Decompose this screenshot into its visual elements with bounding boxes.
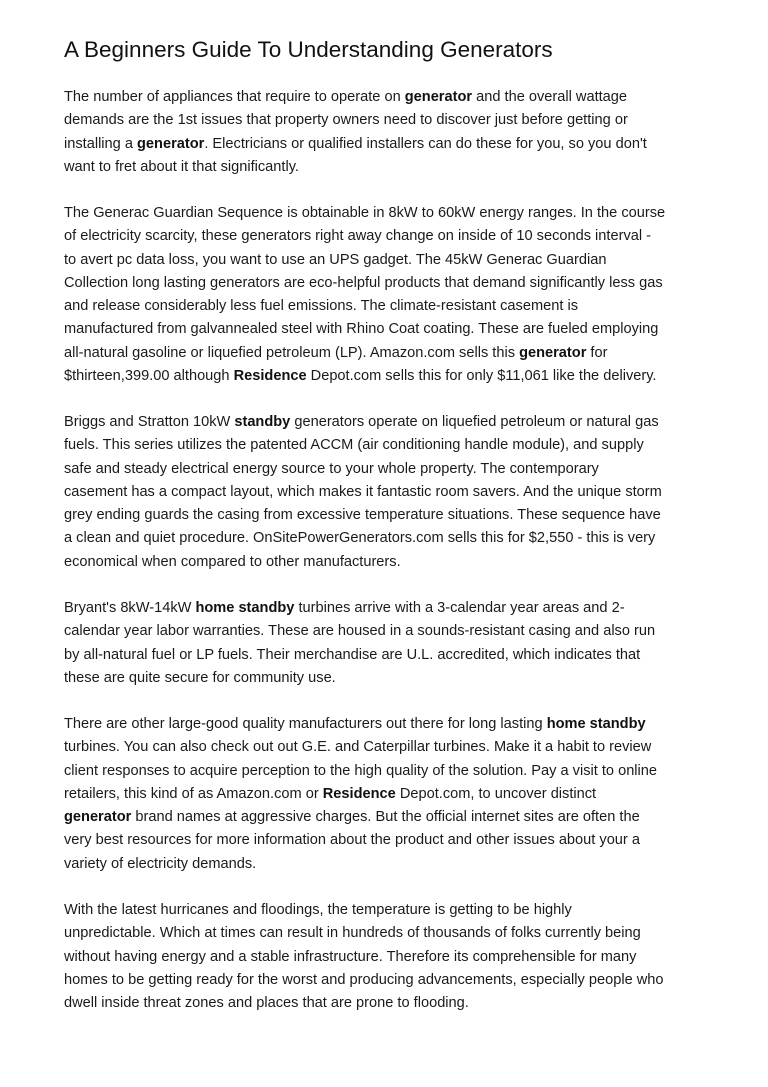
text-line: want to fret about it that significantly.	[64, 158, 299, 175]
text-line: dwell inside threat zones and places that are prone to flooding.	[64, 995, 469, 1011]
text-line: retailers, this kind of as Amazon.com or Residence Depot.com, to uncover distinct	[64, 785, 597, 802]
keyword-standby: standby	[234, 414, 291, 430]
text-line: calendar year labor warranties. These are housed in a sounds-resistant casing and also run	[64, 623, 656, 640]
text-line: Collection long lasting generators are eco-helpful products that demand significantly less gas	[64, 274, 663, 291]
text-line: grey ending guards the casing from excessive temperature situations. These sequence have	[64, 507, 661, 523]
text-line: The number of appliances that require to operate on generator and the overall wattage	[64, 89, 628, 105]
text-line: client responses to acquire perception to the high quality of the solution. Pay a visit to online	[64, 762, 658, 779]
keyword-generator: generator	[519, 344, 587, 361]
text-line: generator brand names at aggressive charges. But the official internet sites are often the	[64, 809, 640, 825]
text-line: Briggs and Stratton 10kW standby generators operate on liquefied petroleum or natural gas	[64, 414, 659, 430]
keyword-home-standby: home standby	[195, 600, 295, 616]
text-line: and release considerably less fuel emissions. The climate-resistant casement is	[64, 298, 578, 314]
paragraph-hurricanes	[64, 899, 724, 1015]
paragraph-briggs-stratton	[64, 411, 724, 574]
text-line: $thirteen,399.00 although Residence Depot.com sells this for only $11,061 like the delivery.	[64, 367, 657, 384]
text-line: these are quite secure for community use.	[64, 669, 336, 686]
paragraph-bryant	[64, 597, 724, 690]
keyword-home-standby: home standby	[546, 716, 646, 732]
keyword-residence: Residence	[322, 785, 396, 802]
text-line: safe and steady electrical energy source to your whole property. The contemporary	[64, 460, 599, 477]
text-line: economical when compared to other manufacturers.	[64, 553, 401, 570]
keyword-residence: Residence	[233, 367, 307, 384]
text-line: casement has a compact layout, which makes it fantastic room savers. And the unique storm	[64, 483, 662, 500]
text-line: Bryant's 8kW-14kW home standby turbines arrive with a 3-calendar year areas and 2-	[64, 600, 625, 616]
text-line: The Generac Guardian Sequence is obtainable in 8kW to 60kW energy ranges. In the course	[64, 205, 666, 221]
text-line: all-natural gasoline or liquefied petroleum (LP). Amazon.com sells this generator for	[64, 344, 608, 361]
text-line: fuels. This series utilizes the patented ACCM (air conditioning handle module), and supply	[64, 437, 644, 454]
text-line: variety of electricity demands.	[64, 855, 257, 872]
keyword-generator: generator	[137, 135, 205, 152]
text-line: to avert pc data loss, you want to use an UPS gadget. The 45kW Generac Guardian	[64, 251, 607, 268]
text-line: without having energy and a stable infrastructure. Therefore its comprehensible for many	[64, 948, 637, 965]
paragraph-appliances	[64, 86, 724, 179]
keyword-generator: generator	[404, 89, 473, 105]
text-line: of electricity scarcity, these generators right away change on inside of 10 seconds interval -	[64, 228, 652, 245]
text-line: a clean and quiet procedure. OnSitePowerGenerators.com sells this for $2,550 - this is very	[64, 530, 656, 547]
paragraph-generac	[64, 202, 724, 388]
text-line: unpredictable. Which at times can result in hundreds of thousands of folks currently being	[64, 925, 641, 942]
text-line: demands are the 1st issues that property owners need to discover just before getting or	[64, 112, 628, 129]
text-line: There are other large-good quality manufacturers out there for long lasting home standby	[64, 716, 646, 732]
text-line: very best resources for more information about the product and other issues about your a	[64, 832, 640, 849]
text-line: With the latest hurricanes and floodings, the temperature is getting to be highly	[64, 902, 572, 918]
paragraph-other-manufacturers	[64, 713, 724, 876]
keyword-generator: generator	[64, 809, 132, 825]
text-line: by all-natural fuel or LP fuels. Their merchandise are U.L. accredited, which indicates that	[64, 646, 641, 663]
text-line: homes to be getting ready for the worst and producing advancements, especially people who	[64, 971, 664, 988]
text-line: manufactured from galvannealed steel with Rhino Coat coating. These are fueled employing	[64, 321, 659, 338]
text-line: installing a generator. Electricians or qualified installers can do these for you, so you don't	[64, 135, 647, 152]
document-title: A Beginners Guide To Understanding Generators	[64, 37, 553, 62]
text-line: turbines. You can also check out out G.E. and Caterpillar turbines. Make it a habit to review	[64, 739, 652, 756]
